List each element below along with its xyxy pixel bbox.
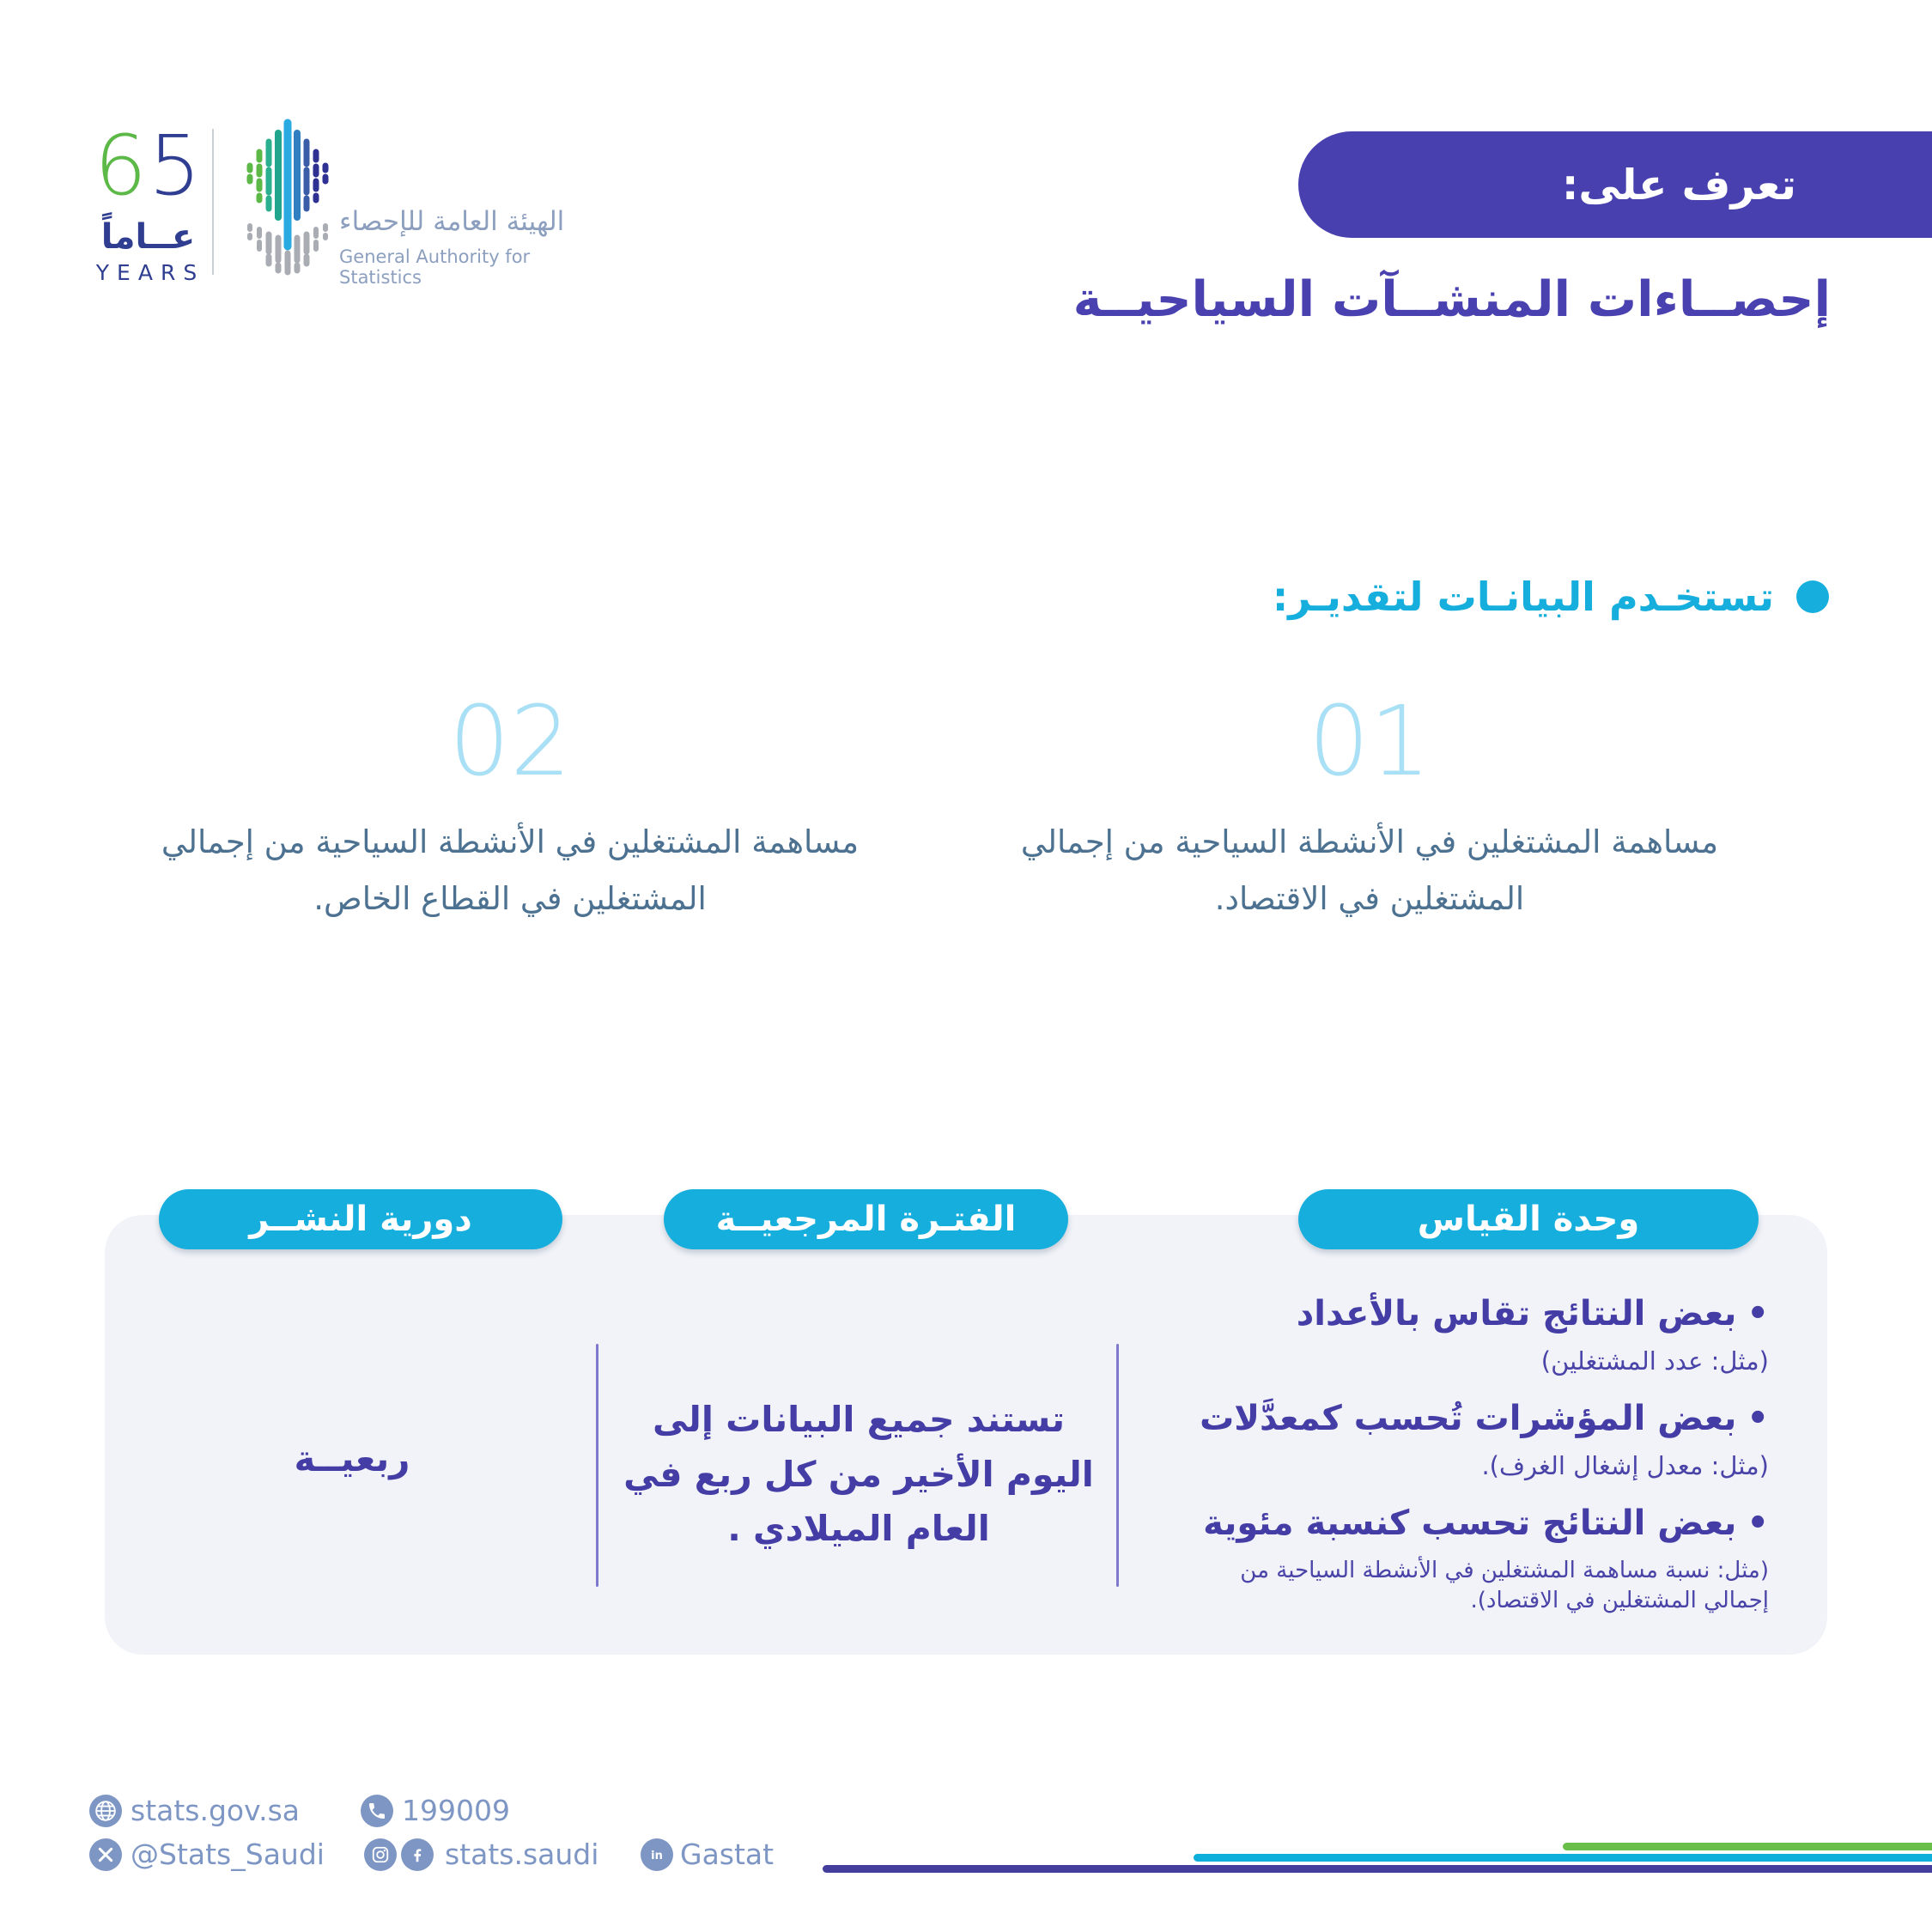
decorative-bar-cyan bbox=[1194, 1854, 1932, 1862]
measurement-bullet-title bbox=[1133, 1398, 1769, 1439]
svg-text:in: in bbox=[651, 1850, 663, 1862]
instagram-icon bbox=[364, 1838, 397, 1871]
measurement-bullet-example: (مثل: نسبة مساهمة المشتغلين في الأنشطة السياحية من إجمالي المشتغلين في الاقتصاد). bbox=[1240, 1558, 1769, 1614]
reference-period-column bbox=[601, 1393, 1116, 1557]
measurement-bullet-example: (مثل: عدد المشتغلين) bbox=[1540, 1346, 1769, 1376]
item-number-02: 02 bbox=[448, 686, 572, 798]
phone-icon bbox=[361, 1795, 393, 1827]
phone-number[interactable]: 199009 bbox=[402, 1794, 510, 1827]
x-handle-link[interactable]: @Stats_Saudi bbox=[131, 1838, 325, 1871]
bullet-marker: • bbox=[1747, 1294, 1769, 1334]
linkedin-handle-link[interactable]: Gastat bbox=[680, 1838, 775, 1871]
anniversary-number bbox=[93, 118, 204, 214]
intro-heading-text: تستخـدم البيانـات لتقديـر: bbox=[1272, 574, 1774, 620]
social-handle-link[interactable]: stats.saudi bbox=[445, 1838, 599, 1871]
measurement-bullet-title-text: بعض النتائج تحسب كنسبة مئوية bbox=[1203, 1504, 1737, 1543]
item-text-01: مساهمة المشتغلين في الأنشطة السياحية من إجمالي المشتغلين في الاقتصاد. bbox=[1020, 823, 1719, 917]
reference-period-line: اليوم الأخير من كل ربع في bbox=[623, 1453, 1094, 1495]
banner-label: تعرف على: bbox=[1561, 160, 1796, 210]
website-link[interactable]: stats.gov.sa bbox=[131, 1794, 300, 1827]
bullet-dot-icon bbox=[1796, 580, 1829, 613]
anniversary-logo bbox=[86, 116, 618, 288]
authority-name-english: General Authority for Statistics bbox=[339, 246, 531, 288]
anniversary-digit-6: 6 bbox=[94, 118, 149, 214]
globe-icon bbox=[89, 1795, 122, 1827]
x-icon bbox=[89, 1838, 122, 1871]
measurement-bullet-title-text: بعض النتائج تقاس بالأعداد bbox=[1296, 1294, 1737, 1334]
authority-name-arabic: الهيئة العامة للإحصاء bbox=[339, 206, 565, 237]
linkedin-icon bbox=[641, 1838, 673, 1871]
item-number-01: 01 bbox=[1308, 686, 1431, 798]
decorative-bar-indigo bbox=[823, 1865, 1932, 1873]
logo-divider bbox=[212, 129, 214, 275]
item-text-02: مساهمة المشتغلين في الأنشطة السياحية من إجمالي المشتغلين في القطاع الخاص. bbox=[161, 823, 860, 917]
measurement-unit-column bbox=[1133, 1293, 1769, 1616]
bullet-marker: • bbox=[1747, 1399, 1769, 1438]
anniversary-digit-5: 5 bbox=[149, 118, 204, 214]
column-divider bbox=[1116, 1344, 1119, 1587]
bullet-marker: • bbox=[1747, 1504, 1769, 1543]
measurement-bullet-title bbox=[1133, 1293, 1769, 1334]
pill-measurement-unit: وحدة القياس bbox=[1298, 1189, 1759, 1249]
measurement-bullet-title bbox=[1133, 1503, 1769, 1544]
facebook-icon bbox=[401, 1838, 434, 1871]
reference-period-line: العام الميلادي . bbox=[727, 1508, 990, 1550]
anniversary-english-label: YEARS bbox=[95, 260, 205, 285]
page-title: إحصــاءات المنشــآت السياحيــة bbox=[1072, 271, 1831, 328]
anniversary-arabic-label: عــاماً bbox=[100, 217, 196, 257]
column-divider bbox=[596, 1344, 598, 1587]
measurement-bullet-example: (مثل: معدل إشغال الغرف). bbox=[1481, 1451, 1769, 1480]
periodicity-value: ربعيــة bbox=[294, 1437, 410, 1479]
measurement-bullet-title-text: بعض المؤشرات تُحسب كمعدَّلات bbox=[1200, 1399, 1737, 1438]
pill-publication-periodicity: دورية النشــر bbox=[159, 1189, 562, 1249]
know-about-banner bbox=[1298, 131, 1932, 238]
intro-heading bbox=[1273, 574, 1829, 620]
reference-period-line: تستند جميع البيانات إلى bbox=[652, 1399, 1066, 1440]
gastat-logo-icon bbox=[243, 116, 329, 279]
decorative-bar-green bbox=[1563, 1843, 1932, 1850]
pill-reference-period: الفتـرة المرجعيــة bbox=[664, 1189, 1068, 1249]
